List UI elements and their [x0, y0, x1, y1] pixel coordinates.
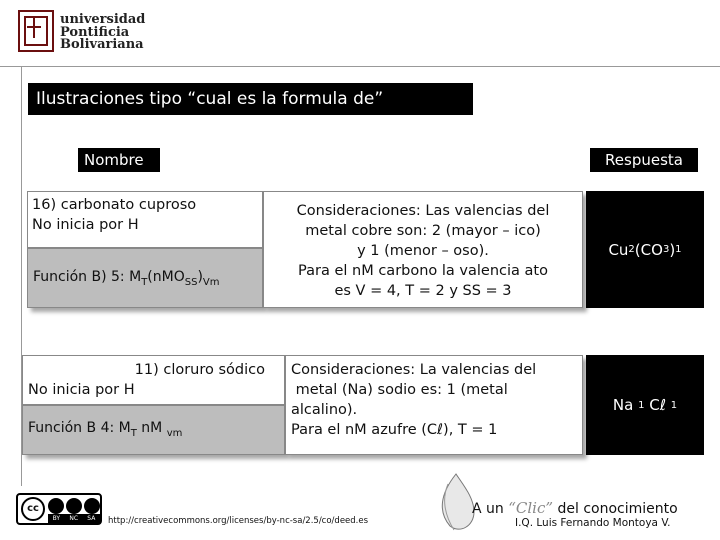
card1-no-h: No inicia por H	[32, 217, 139, 233]
cc-icon: cc	[21, 497, 45, 521]
card1-resp-sub-a: 2	[628, 244, 635, 255]
card1-funcion-sub-vm: Vm	[202, 276, 220, 288]
card2-resp-sub-b: 1	[670, 399, 678, 411]
card1-cons-line: Consideraciones: Las valencias del	[296, 203, 550, 219]
frame-top-line	[0, 66, 720, 67]
university-shield-icon	[18, 10, 54, 52]
card2-name: 11) cloruro sódico	[134, 362, 265, 378]
card1-funcion-close: )	[197, 269, 203, 285]
slogan-post: del conocimiento	[553, 501, 678, 517]
card1-name-box	[27, 191, 263, 248]
card1-consideraciones	[263, 191, 583, 308]
university-logo	[60, 14, 150, 52]
page-title: Ilustraciones tipo “cual es la formula de”	[28, 83, 473, 115]
card1-resp-b: (CO	[634, 240, 663, 259]
nc-icon	[66, 498, 82, 514]
card2-name-box	[22, 355, 285, 405]
cc-label: NC	[69, 515, 79, 522]
footer-slogan	[472, 499, 678, 517]
card1-cons-line: metal cobre son: 2 (mayor – ico)	[305, 223, 541, 239]
card1-resp-a: Cu	[608, 240, 629, 259]
slogan-clic: “Clic”	[508, 499, 554, 517]
university-line2: Pontificia	[60, 24, 130, 40]
card2-cons-line: Para el nM azufre (Cℓ), T = 1	[291, 422, 498, 438]
card1-cons-line: y 1 (menor – oso).	[357, 243, 489, 259]
university-line1: universidad	[60, 12, 146, 27]
card1-respuesta	[586, 191, 704, 308]
cc-label: BY	[52, 515, 61, 522]
university-line3: Bolivariana	[60, 37, 144, 52]
card2-cons-line: Consideraciones: La valencias del	[291, 362, 537, 378]
card2-resp-b: Cℓ	[644, 396, 671, 414]
card2-funcion-prefix: Función B 4: M	[28, 420, 131, 436]
card1-funcion-box	[27, 248, 263, 308]
card1-funcion-middle: (nMO	[147, 269, 185, 285]
card2-no-h: No inicia por H	[28, 382, 135, 398]
card2-cons-line: alcalino).	[291, 402, 358, 418]
card2-consideraciones	[285, 355, 583, 455]
card1-cons-line: es V = 4, T = 2 y SS = 3	[334, 283, 512, 299]
card1-funcion-prefix: Función B) 5: M	[33, 269, 142, 285]
card2-funcion-sub-vm: vm	[166, 427, 183, 439]
card1-resp-c: )	[669, 240, 676, 259]
license-link[interactable]: http://creativecommons.org/licenses/by-nc-sa/2.5/co/deed.es	[108, 516, 369, 526]
card1-cons-line: Para el nM carbono la valencia ato	[298, 263, 548, 279]
card2-resp-a: Na	[612, 396, 639, 414]
creative-commons-badge	[16, 493, 102, 525]
card2-respuesta	[586, 355, 704, 455]
by-icon	[48, 498, 64, 514]
sa-icon	[84, 498, 100, 514]
card1-funcion-sub-t: T	[141, 276, 148, 288]
card2-funcion-box	[22, 405, 285, 455]
footer-author: I.Q. Luis Fernando Montoya V.	[515, 517, 671, 529]
header-nombre: Nombre	[78, 148, 160, 172]
header-respuesta: Respuesta	[590, 148, 698, 172]
card2-funcion-sub-t: T	[130, 427, 137, 439]
card1-resp-sub-b: 3	[662, 244, 670, 255]
card2-cons-line: metal (Na) sodio es: 1 (metal	[291, 382, 508, 398]
card1-resp-sub-c: 1	[675, 244, 682, 255]
card1-name: 16) carbonato cuproso	[32, 197, 197, 213]
cc-labels	[48, 514, 100, 523]
card2-funcion-middle: nM	[136, 420, 167, 436]
cc-label: SA	[87, 515, 96, 522]
card1-funcion-sub-ss: SS	[184, 276, 198, 288]
slogan-pre: A un	[472, 501, 509, 517]
card2-resp-sub-a: 1	[638, 399, 645, 411]
cc-license-icons	[48, 498, 100, 514]
